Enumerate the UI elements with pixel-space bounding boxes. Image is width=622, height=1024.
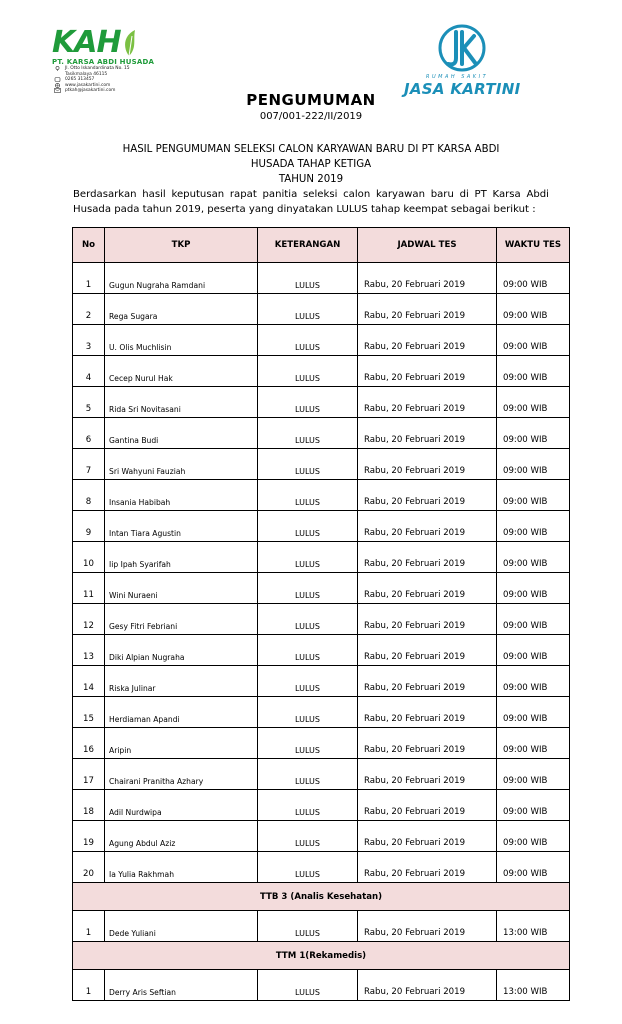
table-row — [73, 542, 570, 573]
cell-schedule: Rabu, 20 Februari 2019 — [358, 970, 497, 1001]
table-row — [73, 387, 570, 418]
cell-schedule: Rabu, 20 Februari 2019 — [358, 294, 497, 325]
cell-status: LULUS — [258, 790, 358, 821]
cell-schedule: Rabu, 20 Februari 2019 — [358, 325, 497, 356]
cell-status: LULUS — [258, 449, 358, 480]
cell-no: 19 — [73, 821, 105, 852]
cell-no: 6 — [73, 418, 105, 449]
cell-schedule: Rabu, 20 Februari 2019 — [358, 697, 497, 728]
table-row — [73, 852, 570, 883]
cell-schedule: Rabu, 20 Februari 2019 — [358, 728, 497, 759]
cell-time: 09:00 WIB — [497, 790, 570, 821]
table-row — [73, 263, 570, 294]
cell-no: 1 — [73, 970, 105, 1001]
kah-logo — [52, 22, 162, 66]
email-text: ptkah@jasakartini.com — [65, 88, 116, 94]
cell-time: 09:00 WIB — [497, 697, 570, 728]
cell-no: 15 — [73, 697, 105, 728]
cell-name: Wini Nuraeni — [105, 573, 258, 604]
subtitle-line-1: HASIL PENGUMUMAN SELEKSI CALON KARYAWAN BARU DI PT KARSA ABDI — [122, 144, 500, 155]
document-subtitle — [0, 142, 622, 187]
header-tkp: TKP — [105, 228, 258, 263]
cell-status: LULUS — [258, 573, 358, 604]
cell-name: Adil Nurdwipa — [105, 790, 258, 821]
cell-time: 09:00 WIB — [497, 852, 570, 883]
cell-no: 4 — [73, 356, 105, 387]
cell-status: LULUS — [258, 604, 358, 635]
jasa-kartini-label: JASA KARTINI — [404, 80, 521, 98]
table-row — [73, 604, 570, 635]
rumah-sakit-label: RUMAH SAKIT — [426, 74, 489, 80]
cell-time: 09:00 WIB — [497, 666, 570, 697]
cell-name: Iip Ipah Syarifah — [105, 542, 258, 573]
table-row — [73, 418, 570, 449]
cell-time: 13:00 WIB — [497, 970, 570, 1001]
intro-paragraph: Berdasarkan hasil keputusan rapat panitia seleksi calon karyawan baru di PT Karsa Abdi Husada pada tahun 2019, peserta yang dinyatakan LULUS tahap keempat sebagai berikut : — [73, 189, 549, 215]
cell-no: 9 — [73, 511, 105, 542]
location-icon — [54, 66, 61, 71]
table-row — [73, 635, 570, 666]
cell-status: LULUS — [258, 542, 358, 573]
header-no: No — [73, 228, 105, 263]
cell-no: 1 — [73, 263, 105, 294]
cell-time: 09:00 WIB — [497, 263, 570, 294]
table-row — [73, 573, 570, 604]
cell-no: 8 — [73, 480, 105, 511]
cell-name: Ia Yulia Rakhmah — [105, 852, 258, 883]
cell-no: 12 — [73, 604, 105, 635]
cell-name: U. Olis Muchlisin — [105, 325, 258, 356]
cell-status: LULUS — [258, 356, 358, 387]
cell-no: 10 — [73, 542, 105, 573]
cell-no: 14 — [73, 666, 105, 697]
cell-status: LULUS — [258, 511, 358, 542]
cell-name: Derry Aris Seftian — [105, 970, 258, 1001]
kah-brand-mark: KAH — [52, 25, 121, 60]
cell-name: Gesy Fitri Febriani — [105, 604, 258, 635]
cell-time: 13:00 WIB — [497, 911, 570, 942]
table-row — [73, 759, 570, 790]
cell-no: 11 — [73, 573, 105, 604]
cell-schedule: Rabu, 20 Februari 2019 — [358, 542, 497, 573]
table-row — [73, 480, 570, 511]
cell-time: 09:00 WIB — [497, 387, 570, 418]
cell-name: Aripin — [105, 728, 258, 759]
results-table — [72, 227, 570, 1001]
cell-no: 3 — [73, 325, 105, 356]
cell-schedule: Rabu, 20 Februari 2019 — [358, 449, 497, 480]
globe-icon — [54, 83, 61, 88]
cell-status: LULUS — [258, 970, 358, 1001]
jk-emblem-icon — [398, 24, 538, 74]
address-line-2: Tasikmalaya 46115 — [65, 71, 108, 77]
cell-name: Cecep Nurul Hak — [105, 356, 258, 387]
cell-name: Rida Sri Novitasani — [105, 387, 258, 418]
cell-status: LULUS — [258, 697, 358, 728]
cell-status: LULUS — [258, 263, 358, 294]
cell-schedule: Rabu, 20 Februari 2019 — [358, 852, 497, 883]
cell-schedule: Rabu, 20 Februari 2019 — [358, 511, 497, 542]
cell-name: Insania Habibah — [105, 480, 258, 511]
cell-time: 09:00 WIB — [497, 449, 570, 480]
cell-name: Rega Sugara — [105, 294, 258, 325]
subtitle-line-2: HUSADA TAHAP KETIGA — [250, 159, 372, 170]
cell-time: 09:00 WIB — [497, 821, 570, 852]
cell-name: Sri Wahyuni Fauziah — [105, 449, 258, 480]
cell-schedule: Rabu, 20 Februari 2019 — [358, 604, 497, 635]
cell-status: LULUS — [258, 325, 358, 356]
section-header-ttb3 — [73, 883, 570, 911]
phone-icon — [54, 77, 61, 82]
cell-time: 09:00 WIB — [497, 356, 570, 387]
table-row — [73, 697, 570, 728]
jasa-kartini-logo — [398, 24, 538, 98]
cell-status: LULUS — [258, 852, 358, 883]
cell-status: LULUS — [258, 728, 358, 759]
table-row — [73, 325, 570, 356]
cell-status: LULUS — [258, 821, 358, 852]
cell-name: Diki Alpian Nugraha — [105, 635, 258, 666]
table-row — [73, 821, 570, 852]
cell-no: 1 — [73, 911, 105, 942]
cell-time: 09:00 WIB — [497, 573, 570, 604]
page-title: PENGUMUMAN — [246, 91, 376, 109]
cell-schedule: Rabu, 20 Februari 2019 — [358, 418, 497, 449]
cell-no: 16 — [73, 728, 105, 759]
table-header-row — [73, 228, 570, 263]
leaf-icon — [117, 28, 141, 58]
cell-schedule: Rabu, 20 Februari 2019 — [358, 263, 497, 294]
cell-time: 09:00 WIB — [497, 759, 570, 790]
cell-schedule: Rabu, 20 Februari 2019 — [358, 790, 497, 821]
cell-time: 09:00 WIB — [497, 635, 570, 666]
cell-name: Gugun Nugraha Ramdani — [105, 263, 258, 294]
table-row — [73, 294, 570, 325]
table-row — [73, 790, 570, 821]
company-name: PT. KARSA ABDI HUSADA — [52, 58, 155, 66]
cell-schedule: Rabu, 20 Februari 2019 — [358, 480, 497, 511]
cell-time: 09:00 WIB — [497, 604, 570, 635]
cell-status: LULUS — [258, 418, 358, 449]
table-row — [73, 666, 570, 697]
cell-no: 5 — [73, 387, 105, 418]
cell-status: LULUS — [258, 480, 358, 511]
cell-status: LULUS — [258, 635, 358, 666]
website-text: www.jasakartini.com — [65, 82, 111, 88]
cell-no: 20 — [73, 852, 105, 883]
cell-name: Gantina Budi — [105, 418, 258, 449]
cell-time: 09:00 WIB — [497, 728, 570, 759]
cell-name: Riska Julinar — [105, 666, 258, 697]
cell-schedule: Rabu, 20 Februari 2019 — [358, 759, 497, 790]
table-row — [73, 728, 570, 759]
subtitle-line-3: TAHUN 2019 — [278, 174, 344, 185]
cell-time: 09:00 WIB — [497, 480, 570, 511]
phone-text: 0265 313457 — [65, 77, 95, 83]
table-row — [73, 356, 570, 387]
cell-status: LULUS — [258, 666, 358, 697]
table-row — [73, 449, 570, 480]
cell-time: 09:00 WIB — [497, 418, 570, 449]
cell-time: 09:00 WIB — [497, 294, 570, 325]
cell-time: 09:00 WIB — [497, 511, 570, 542]
cell-schedule: Rabu, 20 Februari 2019 — [358, 666, 497, 697]
cell-status: LULUS — [258, 911, 358, 942]
cell-name: Chairani Pranitha Azhary — [105, 759, 258, 790]
cell-name: Agung Abdul Aziz — [105, 821, 258, 852]
cell-name: Dede Yuliani — [105, 911, 258, 942]
cell-name: Intan Tiara Agustin — [105, 511, 258, 542]
cell-status: LULUS — [258, 759, 358, 790]
table-row — [73, 511, 570, 542]
cell-no: 17 — [73, 759, 105, 790]
header-jadwal-tes: JADWAL TES — [358, 228, 497, 263]
cell-schedule: Rabu, 20 Februari 2019 — [358, 356, 497, 387]
cell-status: LULUS — [258, 294, 358, 325]
section-label-ttb3: TTB 3 (Analis Kesehatan) — [73, 883, 570, 911]
address-line-1: Jl. Otto Iskandardinata No. 15 — [65, 66, 130, 71]
cell-time: 09:00 WIB — [497, 542, 570, 573]
cell-no: 2 — [73, 294, 105, 325]
cell-status: LULUS — [258, 387, 358, 418]
cell-schedule: Rabu, 20 Februari 2019 — [358, 911, 497, 942]
cell-no: 18 — [73, 790, 105, 821]
cell-time: 09:00 WIB — [497, 325, 570, 356]
cell-schedule: Rabu, 20 Februari 2019 — [358, 635, 497, 666]
header-keterangan: KETERANGAN — [258, 228, 358, 263]
cell-schedule: Rabu, 20 Februari 2019 — [358, 821, 497, 852]
cell-schedule: Rabu, 20 Februari 2019 — [358, 573, 497, 604]
document-number: 007/001-222/II/2019 — [259, 111, 363, 122]
cell-no: 13 — [73, 635, 105, 666]
contact-block — [54, 66, 174, 94]
header-waktu-tes: WAKTU TES — [497, 228, 570, 263]
cell-name: Herdiaman Apandi — [105, 697, 258, 728]
cell-no: 7 — [73, 449, 105, 480]
cell-schedule: Rabu, 20 Februari 2019 — [358, 387, 497, 418]
table-row — [73, 911, 570, 942]
table-row — [73, 970, 570, 1001]
section-label-ttm1: TTM 1(Rekamedis) — [73, 942, 570, 970]
section-header-ttm1 — [73, 942, 570, 970]
